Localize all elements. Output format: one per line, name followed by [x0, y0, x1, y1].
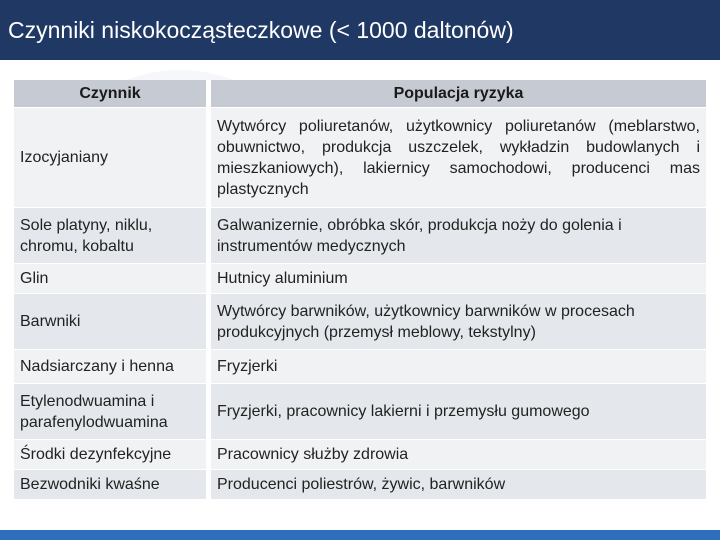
population-cell: Hutnicy aluminium — [211, 263, 706, 293]
bottom-accent-bar — [0, 530, 720, 540]
population-cell: Fryzjerki, pracownicy lakierni i przemysłu gumowego — [211, 383, 706, 439]
population-cell: Wytwórcy barwników, użytkownicy barwników w procesach produkcyjnych (przemysł meblowy, tekstylny) — [211, 293, 706, 349]
population-cell: Producenci poliestrów, żywic, barwników — [211, 469, 706, 499]
table-row — [14, 263, 706, 293]
table-row — [14, 293, 706, 349]
header-factor: Czynnik — [14, 80, 211, 107]
table-row — [14, 383, 706, 439]
factor-cell: Izocyjaniany — [14, 107, 211, 207]
factor-cell: Glin — [14, 263, 211, 293]
risk-table — [14, 80, 706, 499]
table-row — [14, 439, 706, 469]
factor-cell: Środki dezynfekcyjne — [14, 439, 211, 469]
table-row — [14, 207, 706, 263]
factor-cell: Nadsiarczany i henna — [14, 349, 211, 383]
factor-cell: Etylenodwuamina i parafenylodwuamina — [14, 383, 211, 439]
factor-cell: Barwniki — [14, 293, 211, 349]
table-header-row — [14, 80, 706, 107]
population-cell: Wytwórcy poliuretanów, użytkownicy poliuretanów (meblarstwo, obuwnictwo, produkcja uszczelek, wykładzin budowlanych i mieszkaniowych), lakiernicy samochodowi, producenci mas plastycznych — [211, 107, 706, 207]
population-cell: Fryzjerki — [211, 349, 706, 383]
table-row — [14, 107, 706, 207]
factor-cell: Bezwodniki kwaśne — [14, 469, 211, 499]
table-row — [14, 349, 706, 383]
factor-cell: Sole platyny, niklu, chromu, kobaltu — [14, 207, 211, 263]
slide-title: Czynniki niskokocząsteczkowe (< 1000 daltonów) — [0, 0, 720, 60]
population-cell: Pracownicy służby zdrowia — [211, 439, 706, 469]
population-cell: Galwanizernie, obróbka skór, produkcja noży do golenia i instrumentów medycznych — [211, 207, 706, 263]
header-population: Populacja ryzyka — [211, 80, 706, 107]
table-row — [14, 469, 706, 499]
